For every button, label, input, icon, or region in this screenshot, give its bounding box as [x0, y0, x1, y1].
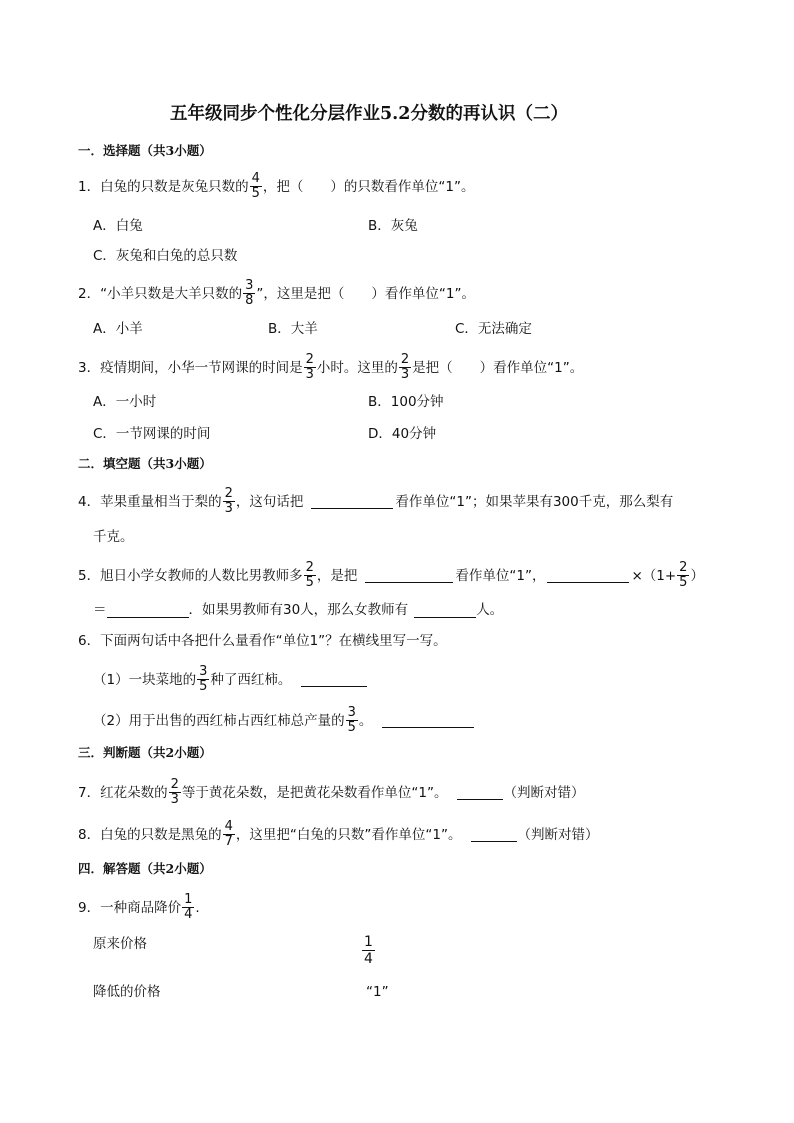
section-heading-solve: 四．解答题（共2小题）	[78, 861, 212, 876]
q3-frac2-num: 2	[400, 352, 410, 367]
q6-s1-text-a: （1）一块菜地的	[93, 671, 197, 688]
q6-sub-2	[93, 706, 474, 735]
q5-blank-2[interactable]	[547, 568, 629, 583]
q3-fraction-1	[304, 353, 316, 382]
question-9	[78, 893, 200, 922]
q2-fraction	[243, 279, 255, 308]
q5-frac1-den: 5	[305, 575, 314, 590]
q2-option-a[interactable]: A．小羊	[93, 321, 143, 337]
q5-text-a: 5．旭日小学女教师的人数比男教师多	[78, 567, 303, 584]
question-8	[78, 820, 598, 849]
q4-line-2	[93, 527, 134, 547]
q6-s2-frac-num: 3	[347, 705, 356, 720]
q7-text-c: （判断对错）	[503, 784, 585, 801]
q4-text-b: ，这句话把	[235, 493, 304, 510]
q2-frac-den: 8	[245, 293, 254, 308]
q8-frac-den: 7	[224, 834, 233, 849]
q2-frac-num: 3	[245, 278, 254, 293]
q9-row2-value: “1”	[366, 984, 389, 1000]
q5-fraction-1	[304, 561, 316, 590]
q6-s2-fraction	[346, 706, 358, 735]
q4-text-line2: 千克。	[93, 529, 134, 545]
q5-frac2-num: 2	[679, 560, 688, 575]
q5-text-b: ，是把	[316, 567, 358, 584]
q1-fraction	[250, 172, 262, 201]
q2-text-a: 2．“小羊只数是大羊只数的	[78, 285, 243, 302]
q9-row1-frac-den: 4	[364, 951, 373, 967]
q5-blank-4[interactable]	[414, 603, 476, 618]
q1-option-a[interactable]: A．白兔	[93, 218, 143, 234]
q6-s1-text-b: 种了西红柿。	[210, 671, 292, 688]
q3-option-d[interactable]: D．40分钟	[368, 426, 437, 442]
q6-sub-1	[93, 665, 367, 694]
q9-frac-den: 4	[184, 907, 193, 922]
q5-text-l2c: 人。	[476, 602, 504, 618]
q5-text-e: ）	[690, 567, 704, 584]
q5-blank-1[interactable]	[365, 568, 453, 583]
q3-text-a: 3．疫情期间，小华一节网课的时间是	[78, 359, 303, 376]
q3-option-b[interactable]: B．100分钟	[368, 394, 444, 410]
q7-fraction	[169, 778, 181, 807]
q8-text-b: ，这里把“白兔的只数”看作单位“1”。	[235, 826, 462, 843]
q1-text-b: ，把（ ）的只数看作单位“1”。	[262, 178, 475, 195]
question-2	[78, 279, 475, 308]
q5-text-l2b: ．如果男教师有30人，那么女教师有	[188, 602, 409, 618]
q9-row1-value	[361, 934, 376, 967]
q5-line-2	[93, 600, 503, 620]
q1-option-b[interactable]: B．灰兔	[368, 218, 418, 234]
q4-text-c: 看作单位“1”；如果苹果有300千克，那么梨有	[395, 493, 674, 510]
q7-text-a: 7．红花朵数的	[78, 784, 168, 801]
q4-fraction	[223, 487, 235, 516]
page-title: 五年级同步个性化分层作业5.2分数的再认识（二）	[170, 104, 568, 124]
question-7	[78, 778, 584, 807]
q8-frac-num: 4	[224, 819, 233, 834]
q8-text-a: 8．白兔的只数是黑兔的	[78, 826, 222, 843]
q3-frac2-den: 3	[400, 367, 410, 382]
section-heading-fill: 二．填空题（共3小题）	[78, 456, 212, 471]
q2-option-c[interactable]: C．无法确定	[455, 321, 532, 337]
q9-text-a: 9．一种商品降价	[78, 899, 182, 916]
q3-text-c: 是把（ ）看作单位“1”。	[412, 359, 584, 376]
q8-fraction	[223, 820, 235, 849]
q2-text-b: ”，这里是把（ ）看作单位“1”。	[256, 285, 475, 302]
q4-blank-1[interactable]	[311, 494, 393, 509]
q6-s1-blank[interactable]	[301, 672, 367, 687]
q6-s2-text-a: （2）用于出售的西红柿占西红柿总产量的	[93, 712, 345, 729]
section-heading-choice: 一．选择题（共3小题）	[78, 143, 212, 158]
q1-text-a: 1．白兔的只数是灰兔只数的	[78, 178, 249, 195]
q6-s2-text-b: 。	[358, 712, 373, 729]
question-6	[78, 631, 447, 651]
q1-option-c[interactable]: C．灰兔和白兔的总只数	[93, 248, 238, 264]
q5-blank-3[interactable]	[107, 603, 189, 618]
q9-row1-label: 原来价格	[93, 936, 147, 952]
q1-frac-den: 5	[251, 186, 260, 201]
q9-row1-fraction	[362, 934, 375, 967]
q7-frac-num: 2	[170, 777, 179, 792]
q5-text-d: ×（1+	[631, 567, 677, 584]
q5-fraction-2	[677, 561, 689, 590]
question-4	[78, 487, 673, 516]
q3-frac1-den: 3	[305, 367, 314, 382]
q9-frac-num: 1	[184, 892, 193, 907]
q6-s2-blank[interactable]	[382, 713, 474, 728]
question-5	[78, 561, 704, 590]
q4-text-a: 4．苹果重量相当于梨的	[78, 493, 222, 510]
q4-frac-den: 3	[224, 501, 233, 516]
q5-frac1-num: 2	[305, 560, 314, 575]
question-3	[78, 353, 583, 382]
q9-fraction	[182, 893, 194, 922]
q1-frac-num: 4	[251, 171, 260, 186]
q3-option-a[interactable]: A．一小时	[93, 394, 157, 410]
q3-text-b: 小时。这里的	[316, 359, 398, 376]
q7-frac-den: 3	[170, 792, 179, 807]
q9-text-b: .	[195, 899, 200, 916]
q7-blank[interactable]	[457, 785, 503, 800]
q9-row2-label: 降低的价格	[93, 984, 161, 1000]
q9-row1-frac-num: 1	[364, 934, 373, 950]
q8-text-c: （判断对错）	[517, 826, 599, 843]
q3-frac1-num: 2	[305, 352, 314, 367]
q4-frac-num: 2	[224, 486, 233, 501]
q2-option-b[interactable]: B．大羊	[268, 321, 318, 337]
q3-option-c[interactable]: C．一节网课的时间	[93, 426, 211, 442]
q6-s1-frac-den: 5	[199, 679, 208, 694]
q6-text: 6．下面两句话中各把什么量看作“单位1”？在横线里写一写。	[78, 633, 447, 649]
q6-s1-frac-num: 3	[199, 664, 208, 679]
q6-s2-frac-den: 5	[347, 720, 356, 735]
q6-s1-fraction	[197, 665, 209, 694]
question-1	[78, 172, 474, 201]
q8-blank[interactable]	[471, 827, 517, 842]
q5-text-c: 看作单位“1”，	[455, 567, 546, 584]
q7-text-b: 等于黄花朵数，是把黄花朵数看作单位“1”。	[181, 784, 448, 801]
q3-fraction-2	[399, 353, 411, 382]
q5-text-l2a: ＝	[93, 602, 107, 618]
q5-frac2-den: 5	[679, 575, 688, 590]
section-heading-judge: 三．判断题（共2小题）	[78, 745, 212, 760]
